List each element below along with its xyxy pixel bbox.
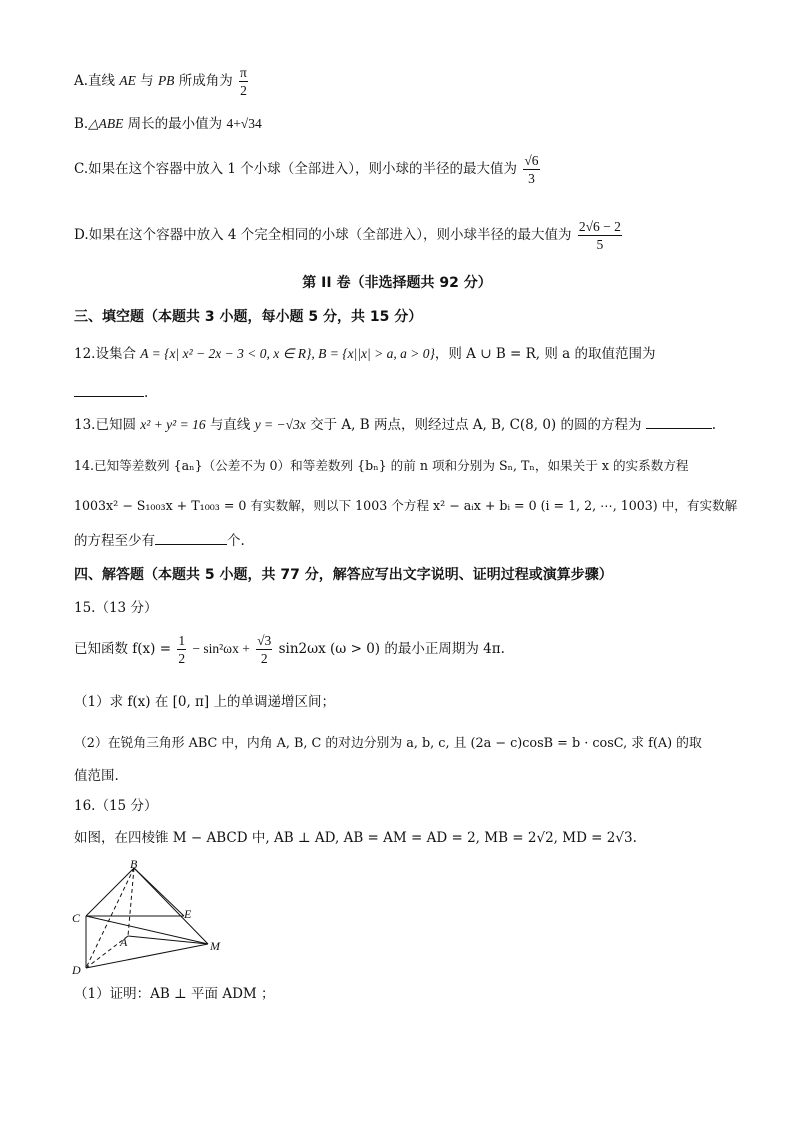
label-a: A	[120, 935, 128, 949]
option-c	[74, 152, 542, 187]
question-14-line-2: 1003x² − S₁₀₀₃x + T₁₀₀₃ = 0 有实数解，则以下 1003 个方程 x² − aᵢx + bᵢ = 0 (i = 1, 2, ⋯, 1003) 中，有实数解	[74, 498, 738, 513]
q15-half-numerator: 1	[178, 633, 186, 648]
question-13	[74, 414, 716, 435]
q13-mid: 与直线	[209, 417, 251, 433]
option-d-text: D.如果在这个容器中放入 4 个完全相同的小球（全部进入），则小球半径的最大值为	[74, 227, 572, 243]
q13-blank[interactable]	[646, 414, 712, 429]
label-e: E	[184, 907, 192, 921]
q13-circle: x² + y² = 16	[140, 417, 206, 432]
q13-tail: 交于 A, B 两点，则经过点 A, B, C(8, 0) 的圆的方程为	[310, 417, 642, 433]
edge-ba-hidden	[128, 868, 134, 936]
q15-root3-fraction	[256, 632, 272, 667]
q13-line: y = −√3x	[254, 417, 306, 432]
q16-part-1: （1）证明：AB ⊥ 平面 ADM ；	[74, 986, 275, 1002]
option-c-denominator: 3	[528, 171, 535, 186]
option-a	[74, 64, 250, 99]
edge-bm	[134, 868, 208, 944]
option-b-prefix: B.	[74, 116, 89, 132]
q15-header: 15.（13 分）	[74, 600, 158, 616]
answer-section-title: 四、解答题（本题共 5 小题，共 77 分，解答应写出文字说明、证明过程或演算步骤）	[74, 567, 613, 583]
q14-suffix: 个.	[227, 533, 245, 549]
q15-part-2: （2）在锐角三角形 ABC 中，内角 A, B, C 的对边分别为 a, b, c, 且 (2a − c)cosB = b · cosC, 求 f(A) 的取	[74, 736, 702, 751]
option-d-numerator: 2√6 − 2	[578, 219, 621, 234]
option-c-text: C.如果在这个容器中放入 1 个小球（全部进入），则小球的半径的最大值为	[74, 161, 518, 177]
question-12	[74, 344, 656, 364]
label-b: B	[130, 860, 138, 871]
question-14-line-1: 14.已知等差数列 {aₙ}（公差不为 0）和等差数列 {bₙ} 的前 n 项和分别为 Sₙ, Tₙ，如果关于 x 的实系数方程	[74, 458, 689, 473]
q15-stem-mid: − sin²ωx +	[192, 641, 250, 656]
section-two-title: 第 II 卷（非选择题共 92 分）	[302, 275, 492, 291]
pyramid-figure	[68, 860, 238, 978]
option-a-numerator: π	[240, 65, 247, 80]
q15-stem-tail: sin2ωx (ω > 0) 的最小正周期为 4π.	[278, 641, 505, 657]
option-b-triangle: △ABE	[88, 116, 124, 131]
option-a-prefix: A.直线	[74, 73, 116, 89]
edge-dm	[86, 944, 208, 968]
q14-prefix: 的方程至少有	[74, 533, 155, 549]
q12-set-a: A = {x| x² − 2x − 3 < 0, x ∈ R}	[140, 346, 312, 361]
option-c-numerator: √6	[524, 153, 539, 168]
q16-stem: 如图，在四棱锥 M − ABCD 中, AB ⊥ AD, AB = AM = AD = 2, MB = 2√2, MD = 2√3.	[74, 830, 637, 846]
q12-answer-line	[74, 382, 148, 403]
q15-root3-numerator: √3	[257, 633, 272, 648]
option-d-fraction	[578, 218, 622, 253]
q15-stem	[74, 632, 505, 667]
q12-blank[interactable]	[74, 382, 144, 397]
option-a-fraction	[239, 64, 248, 99]
option-b-value: 4+√34	[226, 116, 262, 131]
q12-prefix: 12.设集合	[74, 346, 136, 362]
option-b-tail: 周长的最小值为	[127, 116, 223, 132]
edge-am	[128, 936, 208, 944]
q15-part-2-continued: 值范围.	[74, 768, 119, 784]
q12-set-b: , B = {x||x| > a, a > 0}	[311, 346, 435, 361]
option-a-tail: 所成角为	[178, 73, 233, 89]
option-d-denominator: 5	[596, 237, 604, 252]
question-14-line-3	[74, 530, 245, 551]
label-c: C	[72, 911, 81, 925]
option-a-ae: AE	[119, 73, 136, 88]
option-a-with: 与	[140, 73, 154, 89]
q15-half-denominator: 2	[178, 651, 186, 666]
q15-half-fraction	[177, 632, 186, 667]
option-d	[74, 218, 624, 253]
option-b	[74, 114, 262, 134]
q14-blank[interactable]	[155, 530, 227, 545]
q15-part-1: （1）求 f(x) 在 [0, π] 上的单调递增区间；	[74, 694, 335, 710]
q13-end: .	[711, 417, 717, 433]
edge-bc	[86, 868, 134, 916]
option-a-pb: PB	[157, 73, 175, 88]
q12-end: .	[144, 385, 149, 401]
option-c-fraction	[523, 152, 539, 187]
label-m: M	[210, 939, 220, 953]
q15-root3-denominator: 2	[260, 651, 268, 666]
fill-section-title: 三、填空题（本题共 3 小题，每小题 5 分，共 15 分）	[74, 309, 423, 325]
q16-header: 16.（15 分）	[74, 798, 158, 814]
q15-stem-prefix: 已知函数 f(x) =	[74, 641, 172, 657]
label-d: D	[72, 963, 81, 977]
q12-tail: ，则 A ∪ B = R, 则 a 的取值范围为	[434, 346, 656, 362]
option-a-denominator: 2	[240, 83, 247, 98]
q13-prefix: 13.已知圆	[74, 417, 136, 433]
